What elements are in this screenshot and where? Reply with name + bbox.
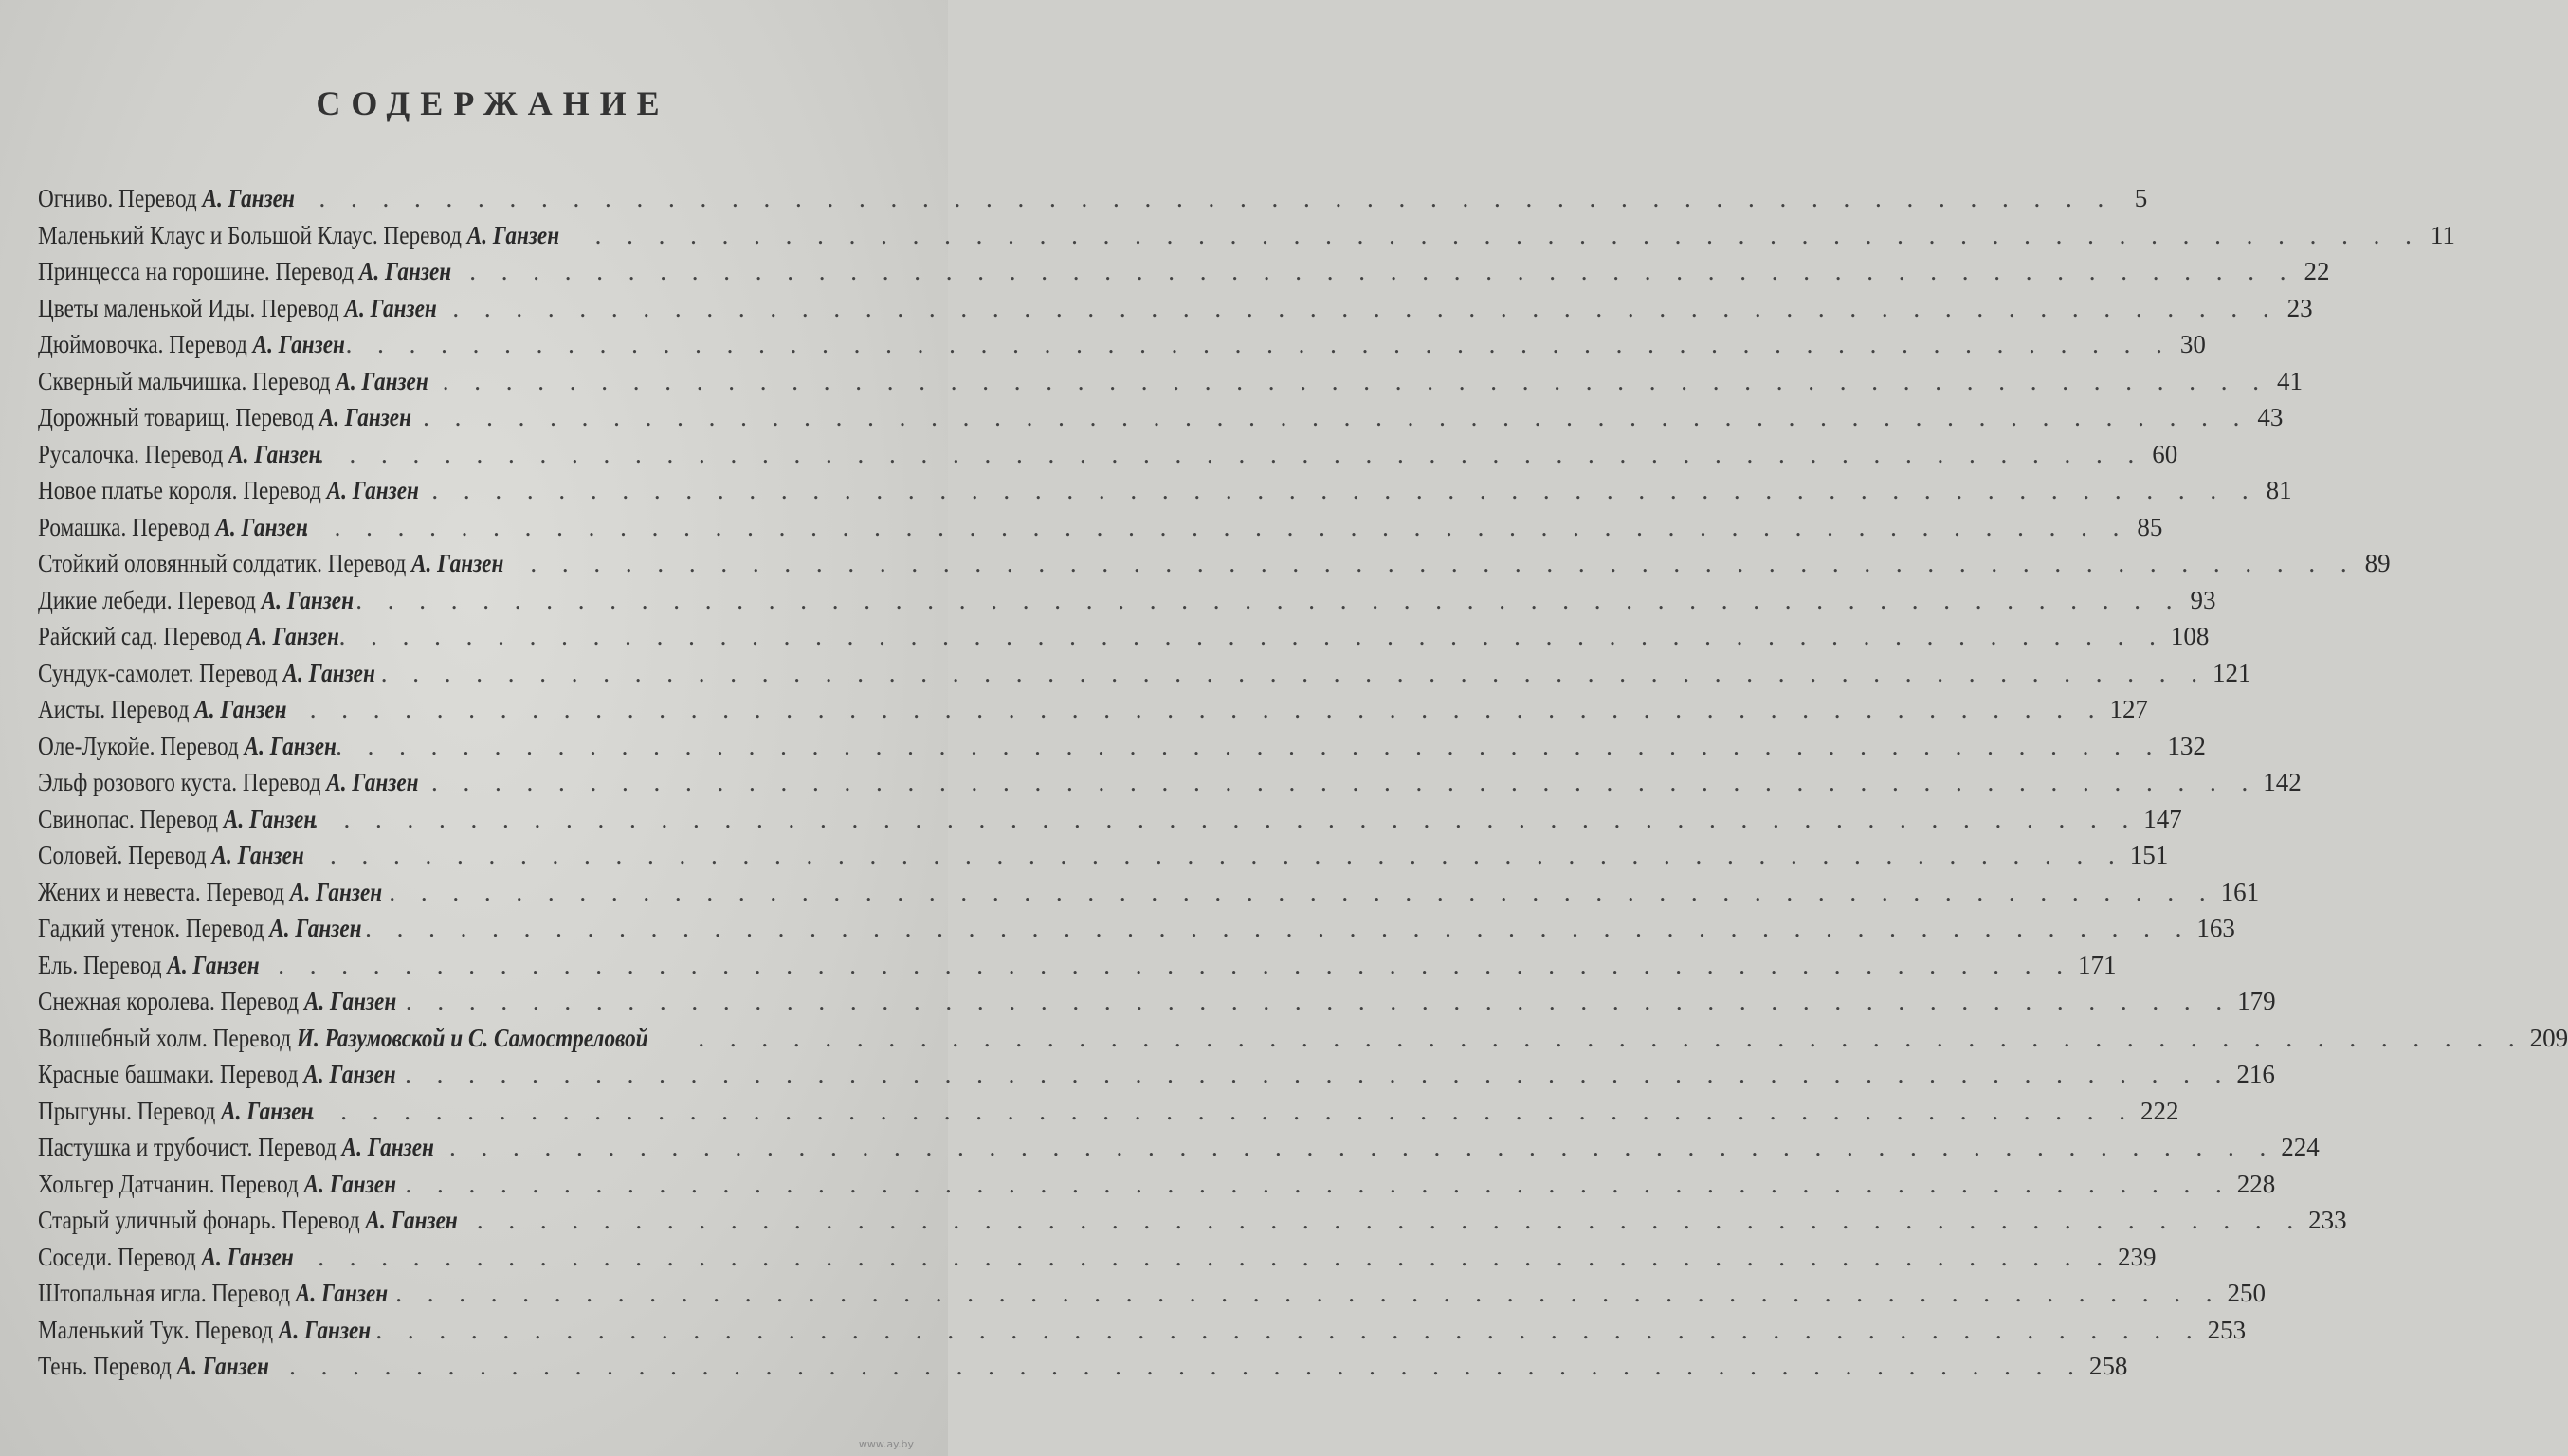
- entry-text: [38, 326, 345, 363]
- entry-page-number: 81: [2266, 476, 2292, 504]
- entry-page-number: 85: [2137, 512, 2163, 541]
- entry-text: [38, 582, 354, 619]
- dot-leader: . . . . . . . . . . . . . . . . . . . . . . . . . . . . . . . . . . . . . . . . . . . . . . . . . . . . . . . . . .: [469, 257, 2296, 285]
- entry-page-number: 30: [2179, 330, 2206, 358]
- toc-entry: [38, 326, 2206, 363]
- entry-title: Гадкий утенок. Перевод: [38, 914, 270, 942]
- entry-translator: А. Ганзен: [194, 695, 287, 723]
- entry-title: Волшебный холм. Перевод: [38, 1023, 297, 1052]
- entry-page-number: 179: [2237, 987, 2276, 1015]
- entry-translator: А. Ганзен: [167, 950, 260, 979]
- entry-title: Красные башмаки. Перевод: [38, 1060, 304, 1088]
- entry-title: Сундук-самолет. Перевод: [38, 658, 283, 687]
- entry-title: Дорожный товарищ. Перевод: [38, 403, 319, 431]
- toc-entry: [38, 217, 2455, 254]
- toc-entry: [38, 1129, 2320, 1166]
- entry-page-number: 163: [2196, 914, 2235, 942]
- entry-text: [38, 290, 437, 327]
- toc-entry: [38, 1166, 2276, 1203]
- entry-page-number: 132: [2167, 731, 2206, 760]
- entry-translator: А. Ганзен: [228, 439, 321, 468]
- toc-entry: [38, 253, 2330, 290]
- entry-page-number: 216: [2236, 1060, 2275, 1088]
- entry-title: Оле-Лукойе. Перевод: [38, 731, 245, 760]
- entry-translator: А. Ганзен: [246, 622, 339, 650]
- entry-text: [38, 1093, 313, 1130]
- entry-text: [38, 1202, 458, 1239]
- entry-title: Хольгер Датчанин. Перевод: [38, 1169, 304, 1198]
- entry-title: Цветы маленькой Иды. Перевод: [38, 293, 345, 322]
- dot-leader: . . . . . . . . . . . . . . . . . . . . . . . . . . . . . . . . . . . . . . . . . . . . . . . . . . . . . . . . . .: [257, 1352, 2084, 1380]
- entry-text: [38, 472, 419, 509]
- dot-leader: . . . . . . . . . . . . . . . . . . . . . . . . . . . . . . . . . . . . . . . . . . . . . . . . . . . . . . . . . .: [375, 1315, 2202, 1344]
- entry-page-number: 23: [2286, 293, 2313, 322]
- entry-title: Русалочка. Перевод: [38, 439, 229, 468]
- dot-leader: . . . . . . . . . . . . . . . . . . . . . . . . . . . . . . . . . . . . . . . . . . . . . . . . . . . . . . . . . .: [302, 512, 2129, 541]
- entry-translator: А. Ганзен: [261, 585, 355, 614]
- entry-title: Дикие лебеди. Перевод: [38, 585, 262, 614]
- toc-entry: [38, 728, 2206, 765]
- entry-page-number: 5: [2134, 184, 2148, 212]
- entry-text: [38, 618, 339, 655]
- entry-text: [38, 363, 428, 400]
- entry-title: Маленький Клаус и Большой Клаус. Перевод: [38, 220, 467, 249]
- entry-title: Новое платье короля. Перевод: [38, 476, 327, 504]
- entry-page-number: 250: [2227, 1279, 2266, 1307]
- toc-entry: [38, 472, 2292, 509]
- dot-leader: . . . . . . . . . . . . . . . . . . . . . . . . . . . . . . . . . . . . . . . . . . . . . . . . . . . . . . . . . .: [380, 658, 2208, 687]
- dot-leader: . . . . . . . . . . . . . . . . . . . . . . . . . . . . . . . . . . . . . . . . . . . . . . . . . . . . . . . . . .: [395, 1279, 2222, 1307]
- entry-page-number: 233: [2308, 1206, 2347, 1234]
- entry-title: Штопальная игла. Перевод: [38, 1279, 296, 1307]
- toc-entry: [38, 655, 2251, 692]
- entry-text: [38, 436, 320, 473]
- entry-text: [38, 1166, 396, 1203]
- entry-page-number: 108: [2170, 622, 2210, 650]
- entry-text: [38, 728, 337, 765]
- entry-page-number: 151: [2129, 841, 2169, 869]
- entry-text: [38, 837, 304, 874]
- entry-page-number: 228: [2236, 1169, 2276, 1198]
- entry-translator: А. Ганзен: [223, 804, 317, 833]
- entry-title: Огниво. Перевод: [38, 184, 203, 212]
- entry-text: [38, 253, 451, 290]
- entry-text: [38, 983, 396, 1020]
- entry-title: Скверный мальчишка. Перевод: [38, 366, 337, 395]
- entry-page-number: 93: [2190, 585, 2216, 614]
- entry-translator: А. Ганзен: [303, 1060, 396, 1088]
- dot-leader: . . . . . . . . . . . . . . . . . . . . . . . . . . . . . . . . . . . . . . . . . . . . . . . . . . . . . . . . . .: [345, 330, 2172, 358]
- toc-entry: [38, 436, 2178, 473]
- dot-leader: . . . . . . . . . . . . . . . . . . . . . . . . . . . . . . . . . . . . . . . . . . . . . . . . . . . . . . . . . .: [476, 1206, 2304, 1234]
- toc-entry: [38, 180, 2148, 217]
- entry-page-number: 60: [2152, 439, 2178, 468]
- toc-entry: [38, 582, 2216, 619]
- dot-leader: . . . . . . . . . . . . . . . . . . . . . . . . . . . . . . . . . . . . . . . . . . . . . . . . . . . . . . . . . .: [355, 585, 2182, 614]
- entry-title: Жених и невеста. Перевод: [38, 877, 290, 906]
- entry-translator: А. Ганзен: [341, 1133, 434, 1161]
- entry-page-number: 147: [2143, 804, 2182, 833]
- entry-page-number: 41: [2277, 366, 2304, 395]
- entry-translator: А. Ганзен: [344, 293, 437, 322]
- entry-title: Стойкий оловянный солдатик. Перевод: [38, 549, 412, 577]
- entry-title: Ель. Перевод: [38, 950, 168, 979]
- page-title: СОДЕРЖАНИЕ: [316, 84, 670, 122]
- entry-page-number: 224: [2281, 1133, 2320, 1161]
- entry-translator: А. Ганзен: [278, 1315, 372, 1344]
- toc-entry: [38, 691, 2149, 728]
- entry-translator: А. Ганзен: [244, 731, 337, 760]
- entry-title: Эльф розового куста. Перевод: [38, 768, 327, 796]
- toc-entry: [38, 363, 2304, 400]
- entry-translator: А. Ганзен: [466, 220, 560, 249]
- entry-title: Соловей. Перевод: [38, 841, 212, 869]
- toc-entry: [38, 910, 2235, 947]
- entry-text: [38, 874, 382, 911]
- entry-translator: А. Ганзен: [295, 1279, 389, 1307]
- entry-title: Маленький Тук. Перевод: [38, 1315, 279, 1344]
- dot-leader: . . . . . . . . . . . . . . . . . . . . . . . . . . . . . . . . . . . . . . . . . . . . . . . . . . . . . . . . . .: [594, 220, 2421, 249]
- entry-text: [38, 1312, 371, 1349]
- entry-translator: А. Ганзен: [326, 476, 419, 504]
- dot-leader: . . . . . . . . . . . . . . . . . . . . . . . . . . . . . . . . . . . . . . . . . . . . . . . . . . . . . . . . . .: [308, 1096, 2135, 1125]
- entry-translator: А. Ганзен: [221, 1096, 314, 1125]
- entry-title: Аисты. Перевод: [38, 695, 195, 723]
- dot-leader: . . . . . . . . . . . . . . . . . . . . . . . . . . . . . . . . . . . . . . . . . . . . . . . . . . . . . . . . . .: [311, 804, 2139, 833]
- dot-leader: . . . . . . . . . . . . . . . . . . . . . . . . . . . . . . . . . . . . . . . . . . . . . . . . . . . . . . . . . .: [442, 366, 2269, 395]
- entry-title: Ромашка. Перевод: [38, 512, 216, 541]
- dot-leader: . . . . . . . . . . . . . . . . . . . . . . . . . . . . . . . . . . . . . . . . . . . . . . . . . . . . . . . . . .: [298, 841, 2124, 869]
- dot-leader: . . . . . . . . . . . . . . . . . . . . . . . . . . . . . . . . . . . . . . . . . . . . . . . . . . . . . . . . . .: [405, 1169, 2231, 1198]
- watermark: www.ay.by: [858, 1438, 914, 1450]
- entry-translator: А. Ганзен: [326, 768, 419, 796]
- toc-entry: [38, 983, 2276, 1020]
- entry-text: [38, 1239, 294, 1276]
- entry-title: Тень. Перевод: [38, 1352, 177, 1380]
- entry-text: [38, 764, 419, 801]
- entry-translator: А. Ганзен: [269, 914, 362, 942]
- entry-translator: А. Ганзен: [303, 987, 397, 1015]
- entry-title: Старый уличный фонарь. Перевод: [38, 1206, 366, 1234]
- entry-text: [38, 947, 260, 984]
- dot-leader: . . . . . . . . . . . . . . . . . . . . . . . . . . . . . . . . . . . . . . . . . . . . . . . . . . . . . . . . . .: [278, 695, 2104, 723]
- toc-entry: [38, 509, 2163, 546]
- entry-page-number: 43: [2257, 403, 2284, 431]
- entry-text: [38, 691, 287, 728]
- entry-page-number: 89: [2364, 549, 2391, 577]
- dot-leader: . . . . . . . . . . . . . . . . . . . . . . . . . . . . . . . . . . . . . . . . . . . . . . . . . . . . . . . . . .: [389, 877, 2215, 906]
- toc-entry: [38, 1056, 2275, 1093]
- entry-translator: А. Ганзен: [358, 257, 452, 285]
- dot-leader: . . . . . . . . . . . . . . . . . . . . . . . . . . . . . . . . . . . . . . . . . . . . . . . . . . . . . . . . . .: [698, 1023, 2524, 1052]
- entry-title: Дюймовочка. Перевод: [38, 330, 253, 358]
- entry-text: [38, 217, 559, 254]
- entry-title: Прыгуны. Перевод: [38, 1096, 222, 1125]
- entry-title: Снежная королева. Перевод: [38, 987, 304, 1015]
- dot-leader: . . . . . . . . . . . . . . . . . . . . . . . . . . . . . . . . . . . . . . . . . . . . . . . . . . . . . . . . . .: [338, 622, 2165, 650]
- entry-title: Соседи. Перевод: [38, 1242, 202, 1271]
- toc-entry: [38, 874, 2260, 911]
- toc-entry: [38, 1239, 2157, 1276]
- entry-text: [38, 1129, 434, 1166]
- entry-translator: А. Ганзен: [289, 877, 383, 906]
- entry-translator: А. Ганзен: [365, 1206, 458, 1234]
- dot-leader: . . . . . . . . . . . . . . . . . . . . . . . . . . . . . . . . . . . . . . . . . . . . . . . . . . . . . . . . . .: [246, 950, 2072, 979]
- entry-translator: И. Разумовской и С. Самостреловой: [296, 1023, 648, 1052]
- toc-entry: [38, 1093, 2179, 1130]
- dot-leader: . . . . . . . . . . . . . . . . . . . . . . . . . . . . . . . . . . . . . . . . . . . . . . . . . . . . . . . . . .: [405, 987, 2232, 1015]
- toc-entry: [38, 1275, 2266, 1312]
- entry-page-number: 161: [2220, 877, 2260, 906]
- toc-entry: [38, 764, 2302, 801]
- entry-page-number: 11: [2430, 220, 2455, 249]
- dot-leader: . . . . . . . . . . . . . . . . . . . . . . . . . . . . . . . . . . . . . . . . . . . . . . . . . . . . . . . . . .: [448, 1133, 2276, 1161]
- entry-text: [38, 1020, 648, 1057]
- dot-leader: . . . . . . . . . . . . . . . . . . . . . . . . . . . . . . . . . . . . . . . . . . . . . . . . . . . . . . . . . .: [336, 731, 2162, 760]
- entry-text: [38, 399, 411, 436]
- dot-leader: . . . . . . . . . . . . . . . . . . . . . . . . . . . . . . . . . . . . . . . . . . . . . . . . . . . . . . . . . .: [285, 1242, 2112, 1271]
- entry-translator: А. Ганзен: [211, 841, 304, 869]
- entry-translator: А. Ганзен: [201, 1242, 294, 1271]
- dot-leader: . . . . . . . . . . . . . . . . . . . . . . . . . . . . . . . . . . . . . . . . . . . . . . . . . . . . . . . . . .: [423, 403, 2249, 431]
- toc-entry: [38, 1312, 2247, 1349]
- entry-translator: А. Ганзен: [252, 330, 345, 358]
- entry-title: Принцесса на горошине. Перевод: [38, 257, 359, 285]
- entry-translator: А. Ганзен: [176, 1352, 269, 1380]
- entry-text: [38, 910, 362, 947]
- entry-page-number: 171: [2077, 950, 2117, 979]
- entry-text: [38, 1348, 269, 1385]
- entry-translator: А. Ганзен: [282, 658, 375, 687]
- entry-title: Свинопас. Перевод: [38, 804, 224, 833]
- entry-page-number: 127: [2109, 695, 2149, 723]
- dot-leader: . . . . . . . . . . . . . . . . . . . . . . . . . . . . . . . . . . . . . . . . . . . . . . . . . . . . . . . . . .: [530, 549, 2357, 577]
- entry-page-number: 142: [2263, 768, 2302, 796]
- dot-leader: . . . . . . . . . . . . . . . . . . . . . . . . . . . . . . . . . . . . . . . . . . . . . . . . . . . . . . . . . .: [431, 476, 2258, 504]
- toc-entry: [38, 545, 2391, 582]
- entry-title: Пастушка и трубочист. Перевод: [38, 1133, 342, 1161]
- table-of-contents: [38, 180, 2568, 1385]
- dot-leader: . . . . . . . . . . . . . . . . . . . . . . . . . . . . . . . . . . . . . . . . . . . . . . . . . . . . . . . . . .: [405, 1060, 2231, 1088]
- toc-entry: [38, 837, 2169, 874]
- entry-title: Райский сад. Перевод: [38, 622, 247, 650]
- entry-page-number: 239: [2117, 1242, 2157, 1271]
- entry-page-number: 209: [2529, 1023, 2568, 1052]
- toc-entry: [38, 801, 2182, 838]
- entry-text: [38, 1056, 396, 1093]
- dot-leader: . . . . . . . . . . . . . . . . . . . . . . . . . . . . . . . . . . . . . . . . . . . . . . . . . . . . . . . . . .: [318, 439, 2144, 468]
- entry-page-number: 121: [2213, 658, 2251, 687]
- entry-translator: А. Ганзен: [215, 512, 308, 541]
- entry-translator: А. Ганзен: [319, 403, 412, 431]
- toc-entry: [38, 618, 2210, 655]
- dot-leader: . . . . . . . . . . . . . . . . . . . . . . . . . . . . . . . . . . . . . . . . . . . . . . . . . . . . . . . . . .: [365, 914, 2192, 942]
- entry-translator: А. Ганзен: [202, 184, 295, 212]
- entry-text: [38, 1275, 388, 1312]
- toc-entry: [38, 1348, 2128, 1385]
- toc-entry: [38, 1020, 2568, 1057]
- entry-page-number: 22: [2304, 257, 2330, 285]
- entry-translator: А. Ганзен: [411, 549, 504, 577]
- toc-entry: [38, 290, 2313, 327]
- entry-translator: А. Ганзен: [336, 366, 428, 395]
- entry-page-number: 258: [2088, 1352, 2128, 1380]
- entry-text: [38, 545, 503, 582]
- entry-text: [38, 509, 308, 546]
- toc-entry: [38, 1202, 2347, 1239]
- dot-leader: . . . . . . . . . . . . . . . . . . . . . . . . . . . . . . . . . . . . . . . . . . . . . . . . . . . . . . . . . .: [452, 293, 2279, 322]
- entry-page-number: 222: [2140, 1096, 2179, 1125]
- entry-page-number: 253: [2207, 1315, 2247, 1344]
- entry-text: [38, 655, 375, 692]
- dot-leader: . . . . . . . . . . . . . . . . . . . . . . . . . . . . . . . . . . . . . . . . . . . . . . . . . . . . . . . . . .: [430, 768, 2258, 796]
- toc-entry: [38, 399, 2284, 436]
- toc-entry: [38, 947, 2117, 984]
- entry-translator: А. Ганзен: [303, 1169, 396, 1198]
- dot-leader: . . . . . . . . . . . . . . . . . . . . . . . . . . . . . . . . . . . . . . . . . . . . . . . . . . . . . . . . . .: [286, 184, 2114, 212]
- entry-text: [38, 180, 295, 217]
- entry-text: [38, 801, 316, 838]
